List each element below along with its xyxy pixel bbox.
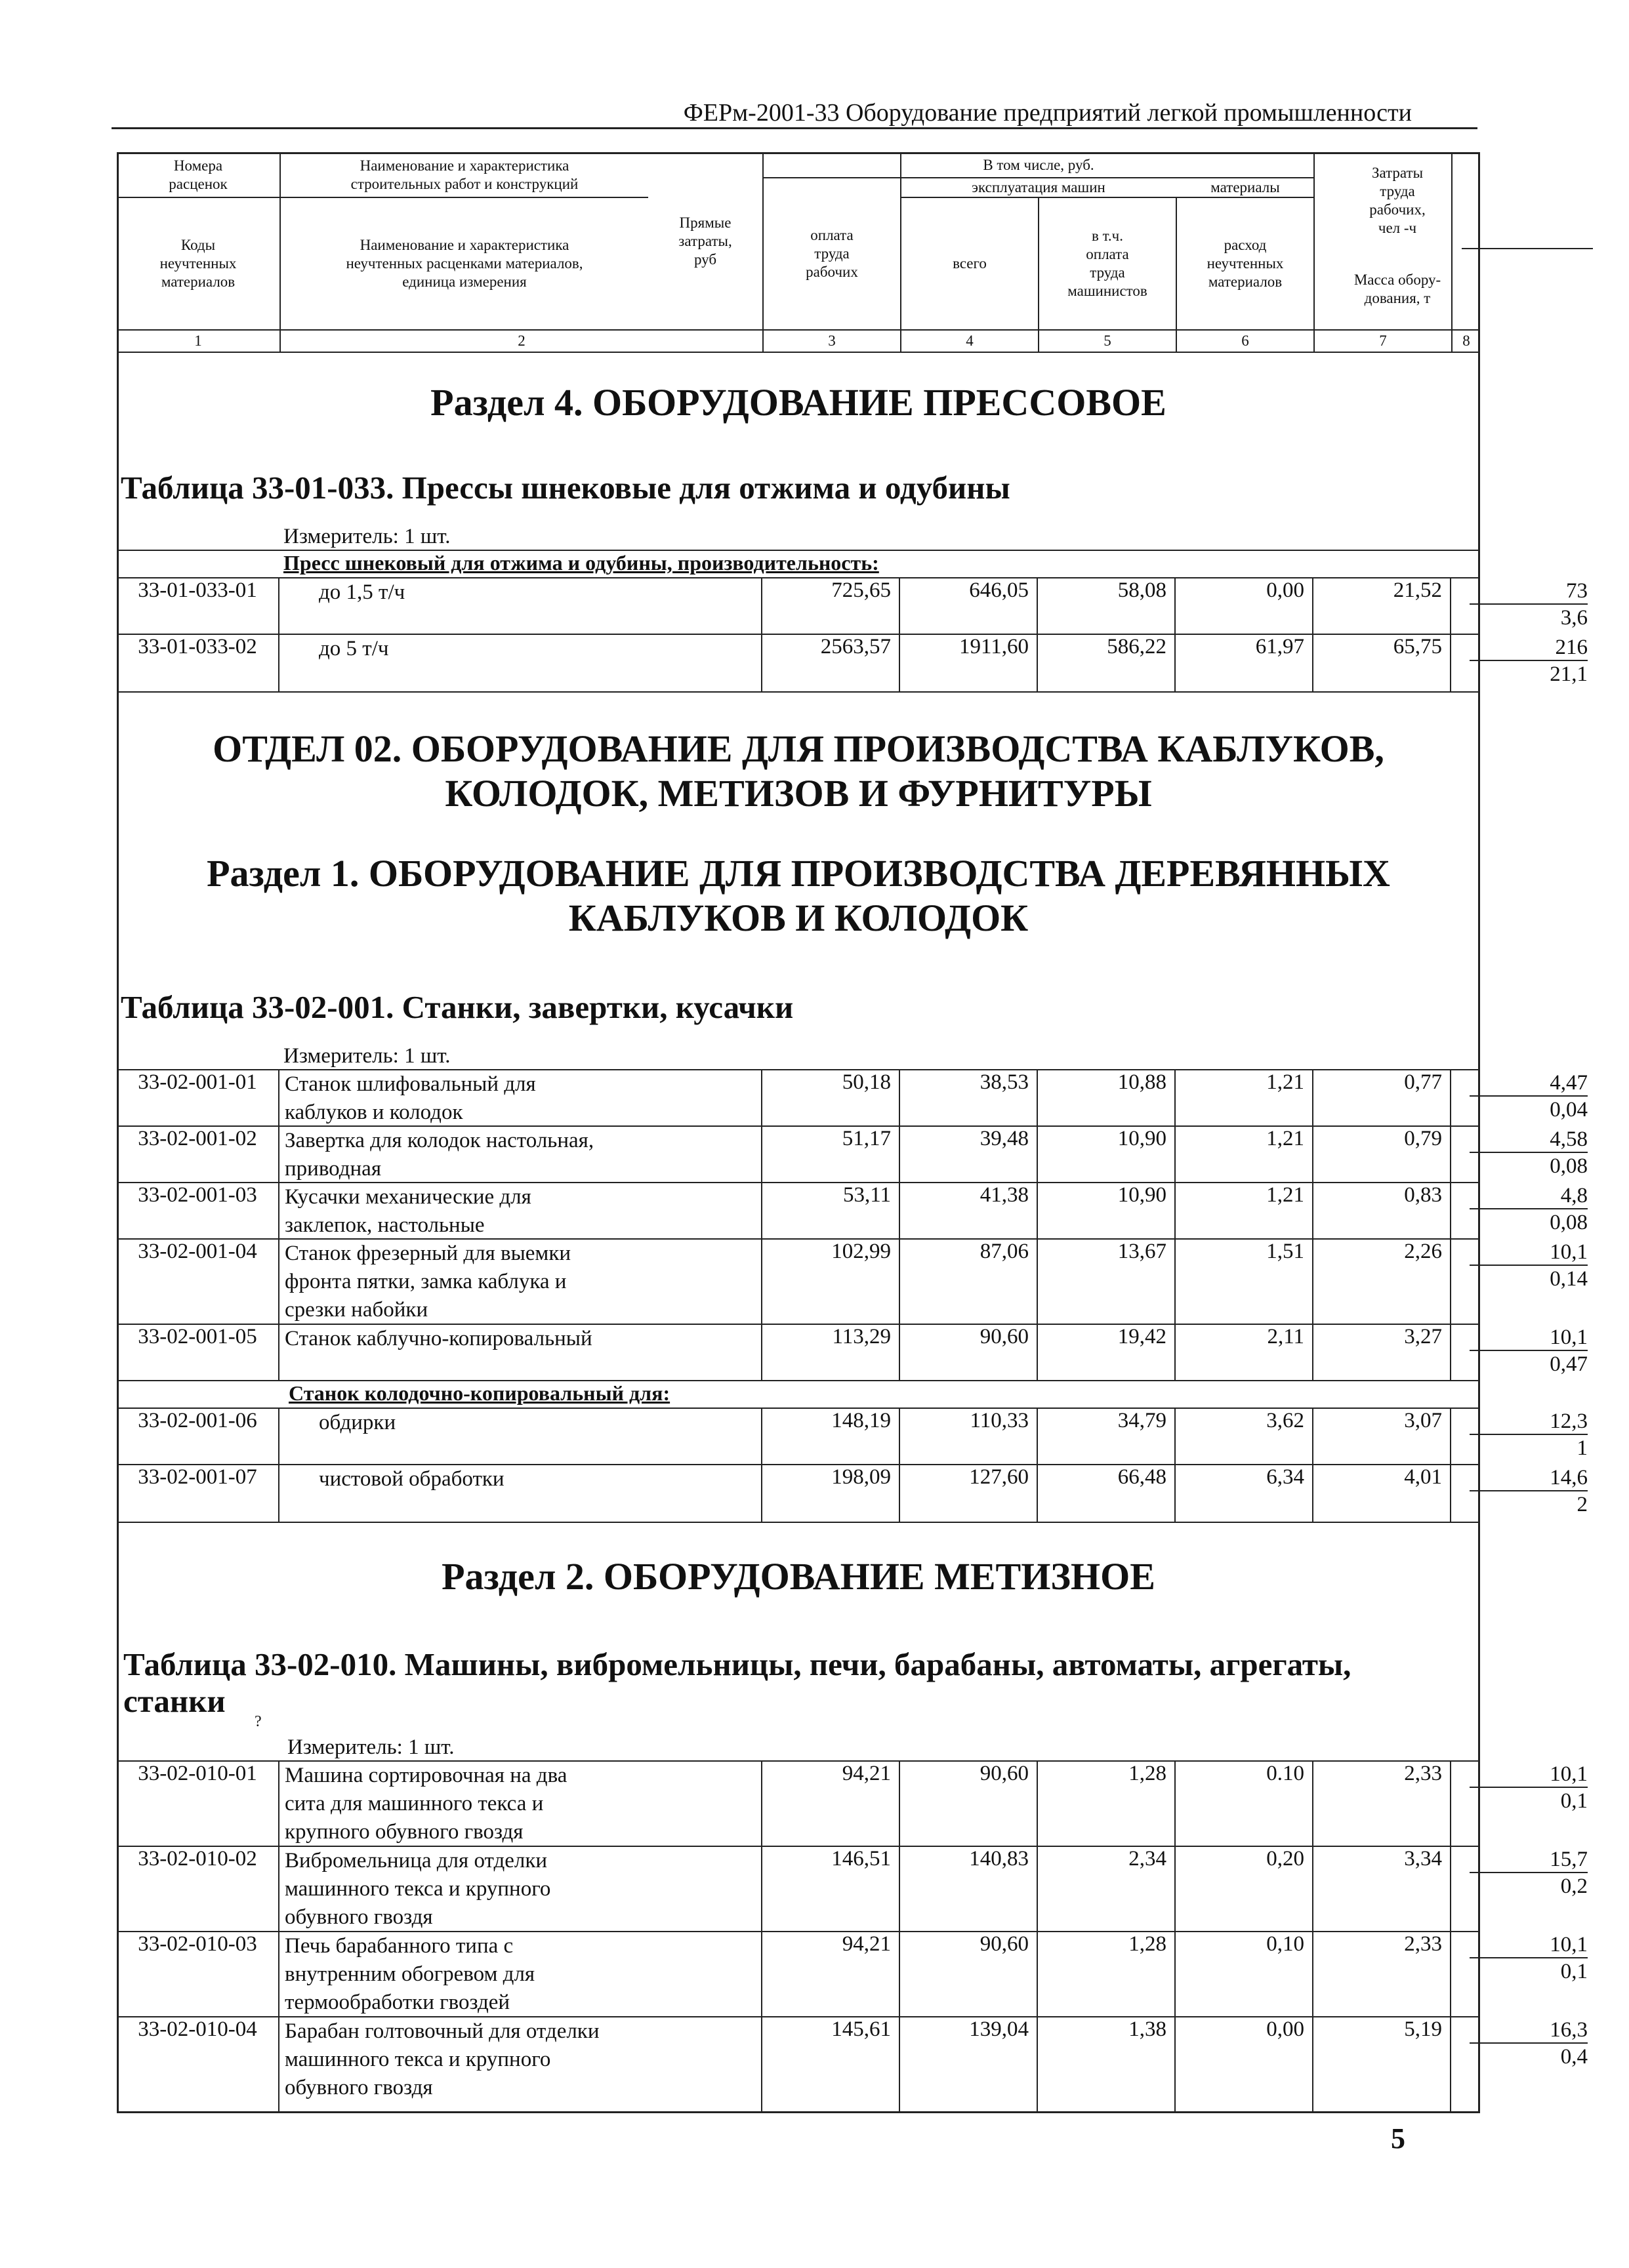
col-header-mass: Масса обору- дования, т — [1353, 271, 1441, 306]
wages: 110,33 — [900, 1407, 1038, 1464]
materials-cost: 4,01 — [1313, 1464, 1451, 1522]
materials-cost: 65,75 — [1313, 634, 1451, 691]
table-row — [117, 2016, 1588, 2113]
direct-costs: 145,61 — [762, 2016, 900, 2113]
rate-code: 33-02-001-07 — [117, 1464, 279, 1522]
col-header-unaccounted-materials: расход неучтенных материалов — [1206, 236, 1284, 291]
machines-total: 58,08 — [1038, 577, 1176, 634]
materials-cost: 2,26 — [1313, 1238, 1451, 1324]
rate-code: 33-02-001-04 — [117, 1238, 279, 1324]
table-row — [117, 1324, 1588, 1380]
materials-cost: 2,33 — [1313, 1760, 1451, 1846]
machines-total: 1,38 — [1038, 2016, 1176, 2113]
rate-code: 33-02-001-05 — [117, 1324, 279, 1380]
labor-mass — [1451, 1407, 1597, 1464]
col-number: 8 — [1462, 333, 1470, 349]
labor-hours: 10,1 — [1470, 1325, 1588, 1351]
labor-hours: 216 — [1470, 635, 1588, 661]
rate-name: чистовой обработки — [279, 1464, 762, 1522]
direct-costs: 198,09 — [762, 1464, 900, 1522]
table-heading: Таблица 33-01-033. Прессы шнековые для отжима и одубины — [121, 470, 1010, 506]
col-header-wages: оплата труда рабочих — [806, 226, 858, 281]
direct-costs: 148,19 — [762, 1407, 900, 1464]
materials-cost: 2,33 — [1313, 1931, 1451, 2016]
table-row — [117, 577, 1588, 634]
labor-hours: 12,3 — [1470, 1409, 1588, 1435]
col-number: 4 — [966, 333, 974, 349]
equipment-mass: 0,08 — [1550, 1154, 1588, 1178]
rate-code: 33-02-010-02 — [117, 1846, 279, 1931]
table-row — [117, 1125, 1588, 1182]
rate-code: 33-01-033-02 — [117, 634, 279, 691]
table-row — [117, 634, 1588, 691]
direct-costs: 146,51 — [762, 1846, 900, 1931]
col-header-codes: Номера расценок — [169, 157, 228, 192]
equipment-mass: 0,04 — [1550, 1098, 1588, 1122]
table-row — [117, 1464, 1588, 1522]
col-header-name: Наименование и характеристика строительных работ и конструкций — [350, 157, 579, 192]
materials-cost: 5,19 — [1313, 2016, 1451, 2113]
table-row — [117, 1182, 1588, 1238]
col-header-machines: эксплуатация машин — [972, 178, 1105, 195]
col-number: 6 — [1241, 333, 1249, 349]
rate-code: 33-02-001-01 — [117, 1069, 279, 1125]
direct-costs: 725,65 — [762, 577, 900, 634]
direct-costs: 50,18 — [762, 1069, 900, 1125]
driver-wages: 1,51 — [1176, 1238, 1313, 1324]
driver-wages: 0,00 — [1176, 2016, 1313, 2113]
col-number: 2 — [518, 333, 526, 349]
equipment-mass: 0,08 — [1550, 1211, 1588, 1234]
machines-total: 19,42 — [1038, 1324, 1176, 1380]
measure-unit: Измеритель: 1 шт. — [287, 1735, 455, 1759]
rate-code: 33-02-001-02 — [117, 1125, 279, 1182]
equipment-mass: 0,14 — [1550, 1267, 1588, 1291]
driver-wages: 3,62 — [1176, 1407, 1313, 1464]
table-row — [117, 1407, 1588, 1464]
equipment-mass: 0,2 — [1560, 1874, 1588, 1898]
driver-wages: 0,20 — [1176, 1846, 1313, 1931]
driver-wages: 0.10 — [1176, 1760, 1313, 1846]
labor-mass — [1451, 1125, 1597, 1182]
machines-total: 13,67 — [1038, 1238, 1176, 1324]
labor-hours: 10,1 — [1470, 1762, 1588, 1788]
wages: 90,60 — [900, 1760, 1038, 1846]
rate-name: Машина сортировочная на два сита для машинного текса и крупного обувного гвоздя — [279, 1760, 762, 1846]
direct-costs: 2563,57 — [762, 634, 900, 691]
col-header-driver-wages: в т.ч. оплата труда машинистов — [1067, 227, 1147, 300]
wages: 90,60 — [900, 1931, 1038, 2016]
rate-code: 33-02-001-03 — [117, 1182, 279, 1238]
table-heading: Таблица 33-02-001. Станки, завертки, кусачки — [121, 989, 794, 1025]
equipment-mass: 0,47 — [1550, 1352, 1588, 1376]
machines-total: 66,48 — [1038, 1464, 1176, 1522]
direct-costs: 51,17 — [762, 1125, 900, 1182]
labor-hours: 15,7 — [1470, 1847, 1588, 1873]
wages: 646,05 — [900, 577, 1038, 634]
direct-costs: 94,21 — [762, 1931, 900, 2016]
direct-costs: 102,99 — [762, 1238, 900, 1324]
rate-name: Кусачки механические для заклепок, настольные — [279, 1182, 762, 1238]
rate-name: Вибромельница для отделки машинного текса и крупного обувного гвоздя — [279, 1846, 762, 1931]
group-label: Станок колодочно-копировальный для: — [289, 1381, 670, 1405]
materials-cost: 3,07 — [1313, 1407, 1451, 1464]
materials-cost: 21,52 — [1313, 577, 1451, 634]
table-row — [117, 1069, 1588, 1125]
direct-costs: 53,11 — [762, 1182, 900, 1238]
col-header-materials: материалы — [1210, 178, 1280, 195]
driver-wages: 1,21 — [1176, 1182, 1313, 1238]
labor-mass — [1451, 1069, 1597, 1125]
labor-mass — [1451, 577, 1597, 634]
labor-hours: 73 — [1470, 578, 1588, 605]
machines-total: 10,90 — [1038, 1125, 1176, 1182]
rate-name: Барабан голтовочный для отделки машинного текса и крупного обувного гвоздя — [279, 2016, 762, 2113]
machines-total: 10,88 — [1038, 1069, 1176, 1125]
labor-mass — [1451, 1324, 1597, 1380]
labor-hours: 14,6 — [1470, 1465, 1588, 1491]
labor-hours: 10,1 — [1470, 1932, 1588, 1958]
materials-cost: 3,34 — [1313, 1846, 1451, 1931]
equipment-mass: 0,4 — [1560, 2045, 1588, 2069]
col-number: 7 — [1379, 333, 1387, 349]
labor-mass — [1451, 1182, 1597, 1238]
section-heading: Раздел 4. ОБОРУДОВАНИЕ ПРЕССОВОЕ — [430, 381, 1166, 424]
materials-cost: 3,27 — [1313, 1324, 1451, 1380]
table-row — [117, 1760, 1588, 1846]
machines-total: 586,22 — [1038, 634, 1176, 691]
section-heading: Раздел 1. ОБОРУДОВАНИЕ ДЛЯ ПРОИЗВОДСТВА ДЕРЕВЯННЫХ КАБЛУКОВ И КОЛОДОК — [207, 852, 1390, 940]
wages: 127,60 — [900, 1464, 1038, 1522]
equipment-mass: 0,1 — [1560, 1960, 1588, 1983]
group-label: Пресс шнековый для отжима и одубины, производительность: — [283, 551, 879, 575]
driver-wages: 0,00 — [1176, 577, 1313, 634]
rate-name: обдирки — [279, 1407, 762, 1464]
col-header-material-name: Наименование и характеристика неучтенных расценками материалов, единица измерения — [346, 236, 583, 291]
machines-total: 2,34 — [1038, 1846, 1176, 1931]
direct-costs: 94,21 — [762, 1760, 900, 1846]
col-number: 1 — [194, 333, 202, 349]
machines-total: 10,90 — [1038, 1182, 1176, 1238]
stray-mark: ? — [255, 1713, 262, 1730]
materials-cost: 0,83 — [1313, 1182, 1451, 1238]
labor-hours: 4,8 — [1470, 1183, 1588, 1209]
col-header-including: В том числе, руб. — [983, 156, 1094, 173]
col-number: 5 — [1103, 333, 1111, 349]
equipment-mass: 0,1 — [1560, 1789, 1588, 1813]
rate-name: Станок фрезерный для выемки фронта пятки, замка каблука и срезки набойки — [279, 1238, 762, 1324]
driver-wages: 6,34 — [1176, 1464, 1313, 1522]
labor-mass — [1451, 1238, 1597, 1324]
rate-code: 33-01-033-01 — [117, 577, 279, 634]
document-title: ФЕРм-2001-33 Оборудование предприятий легкой промышленности — [683, 99, 1412, 127]
labor-hours: 4,58 — [1470, 1127, 1588, 1153]
labor-mass — [1451, 2016, 1597, 2113]
wages: 87,06 — [900, 1238, 1038, 1324]
labor-mass — [1451, 1846, 1597, 1931]
equipment-mass: 2 — [1577, 1493, 1588, 1516]
rate-name: Станок каблучно-копировальный — [279, 1324, 762, 1380]
materials-cost: 0,77 — [1313, 1069, 1451, 1125]
table-heading: Таблица 33-02-010. Машины, вибромельницы, печи, барабаны, автоматы, агрегаты, станки — [123, 1646, 1351, 1720]
wages: 90,60 — [900, 1324, 1038, 1380]
rate-name: до 5 т/ч — [279, 634, 762, 691]
col-header-material-codes: Коды неучтенных материалов — [159, 236, 237, 291]
labor-mass — [1451, 634, 1597, 691]
col-header-machines-total: всего — [953, 254, 987, 272]
driver-wages: 1,21 — [1176, 1069, 1313, 1125]
col-number: 3 — [828, 333, 836, 349]
table-row — [117, 1931, 1588, 2016]
labor-mass — [1451, 1760, 1597, 1846]
table-row — [117, 1238, 1588, 1324]
rate-name: до 1,5 т/ч — [279, 577, 762, 634]
rate-code: 33-02-010-03 — [117, 1931, 279, 2016]
wages: 39,48 — [900, 1125, 1038, 1182]
driver-wages: 2,11 — [1176, 1324, 1313, 1380]
wages: 139,04 — [900, 2016, 1038, 2113]
col-header-direct-costs: Прямые затраты, руб — [678, 214, 732, 268]
driver-wages: 1,21 — [1176, 1125, 1313, 1182]
table-row — [117, 1846, 1588, 1931]
machines-total: 34,79 — [1038, 1407, 1176, 1464]
labor-mass — [1451, 1464, 1597, 1522]
equipment-mass: 3,6 — [1560, 606, 1588, 630]
page-number: 5 — [1391, 2122, 1405, 2155]
wages: 38,53 — [900, 1069, 1038, 1125]
measure-unit: Измеритель: 1 шт. — [283, 1044, 451, 1068]
wages: 41,38 — [900, 1182, 1038, 1238]
driver-wages: 0,10 — [1176, 1931, 1313, 2016]
labor-hours: 4,47 — [1470, 1070, 1588, 1097]
direct-costs: 113,29 — [762, 1324, 900, 1380]
labor-hours: 10,1 — [1470, 1240, 1588, 1266]
rate-code: 33-02-010-01 — [117, 1760, 279, 1846]
wages: 1911,60 — [900, 634, 1038, 691]
rate-name: Станок шлифовальный для каблуков и колодок — [279, 1069, 762, 1125]
wages: 140,83 — [900, 1846, 1038, 1931]
running-header — [112, 97, 1477, 129]
section-heading: Раздел 2. ОБОРУДОВАНИЕ МЕТИЗНОЕ — [442, 1555, 1155, 1598]
rate-name: Завертка для колодок настольная, приводная — [279, 1125, 762, 1182]
machines-total: 1,28 — [1038, 1760, 1176, 1846]
labor-hours: 16,3 — [1470, 2017, 1588, 2044]
labor-mass — [1451, 1931, 1597, 2016]
machines-total: 1,28 — [1038, 1931, 1176, 2016]
equipment-mass: 21,1 — [1550, 662, 1588, 686]
measure-unit: Измеритель: 1 шт. — [283, 525, 451, 548]
col-header-labor: Затраты труда рабочих, чел -ч — [1369, 164, 1426, 237]
rate-name: Печь барабанного типа с внутренним обогревом для термообработки гвоздей — [279, 1931, 762, 2016]
materials-cost: 0,79 — [1313, 1125, 1451, 1182]
driver-wages: 61,97 — [1176, 634, 1313, 691]
rate-code: 33-02-010-04 — [117, 2016, 279, 2113]
equipment-mass: 1 — [1577, 1436, 1588, 1460]
department-heading: ОТДЕЛ 02. ОБОРУДОВАНИЕ ДЛЯ ПРОИЗВОДСТВА КАБЛУКОВ, КОЛОДОК, МЕТИЗОВ И ФУРНИТУРЫ — [213, 727, 1384, 815]
rate-code: 33-02-001-06 — [117, 1407, 279, 1464]
